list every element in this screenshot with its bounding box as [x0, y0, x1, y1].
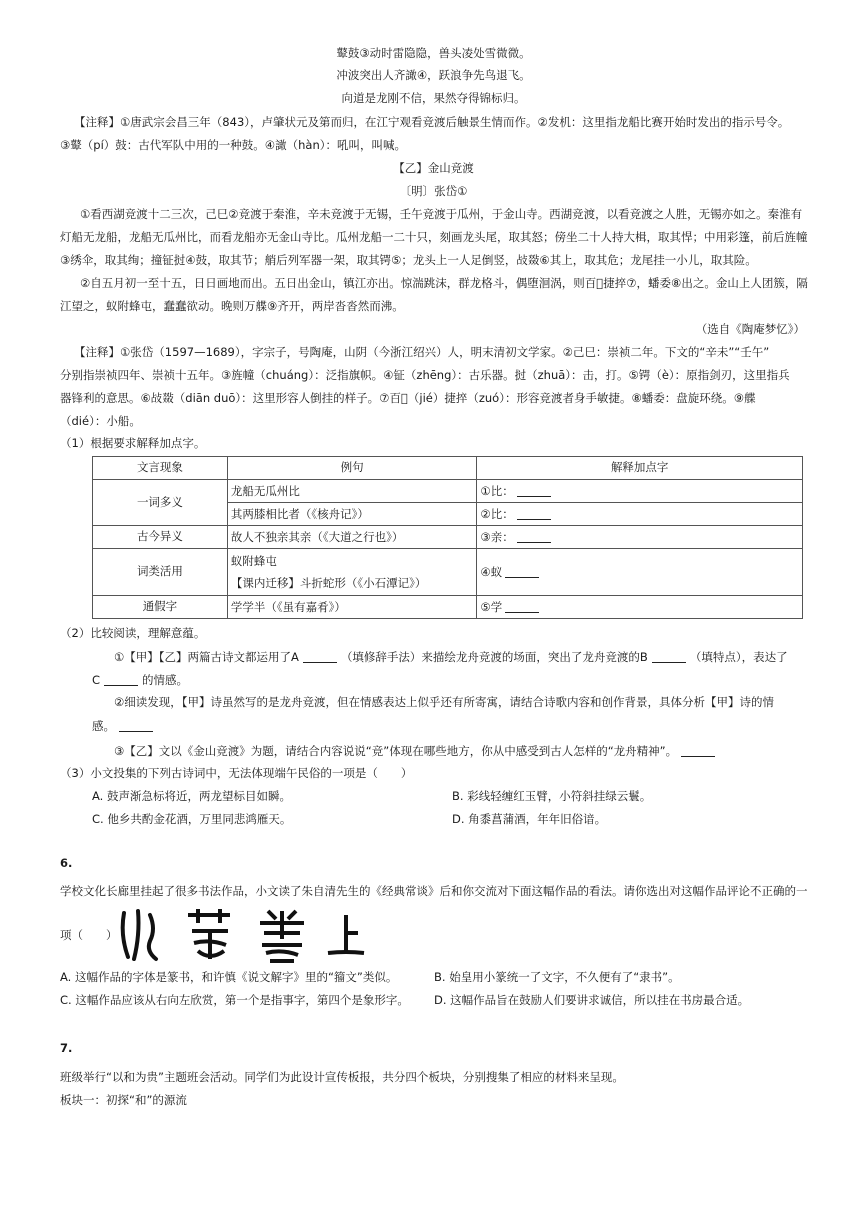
yi-title: 【乙】金山竞渡 — [393, 161, 474, 175]
q7-section-title: 板块一：初探“和”的源流 — [60, 1093, 187, 1107]
answer-blank[interactable] — [517, 508, 551, 520]
answer-blank[interactable] — [505, 601, 539, 613]
poem-line-2: 冲波突出人齐譀④，跃浪争先鸟退飞。 — [336, 68, 531, 82]
table-row — [93, 549, 803, 596]
q1-table — [92, 456, 803, 619]
poem-line-1: 鼙鼓③动时雷隐隐，兽头凌处雪微微。 — [336, 46, 531, 60]
q3-option-b[interactable]: B. 彩线轻缠红玉臂，小符斜挂绿云鬟。 — [452, 789, 652, 803]
q6-number: 6. — [60, 856, 73, 870]
q2-prompt: （2）比较阅读，理解意蕴。 — [60, 626, 206, 640]
answer-label: ④蚁 — [480, 565, 503, 579]
answer-blank[interactable] — [517, 531, 551, 543]
answer-label: ③亲： — [480, 530, 514, 544]
q2-sub1 — [114, 651, 788, 664]
yi-p2-line-2: 江望之，蚁附蜂屯，蠢蠢欲动。晚则万艓⑨齐开，两岸沓沓然而沸。 — [60, 299, 404, 313]
yi-source: （选自《陶庵梦忆》） — [695, 322, 805, 336]
q2-sub1-part-a: ①【甲】【乙】两篇古诗文都运用了A — [114, 650, 299, 664]
q6-option-a[interactable]: A. 这幅作品的字体是篆书，和许慎《说文解字》里的“籀文”类似。 — [60, 970, 398, 984]
q2-sub3-text: ③【乙】文以《金山竞渡》为题，请结合内容说说“竞”体现在哪些地方，你从中感受到古人怎样的“龙舟精神”。 — [114, 744, 678, 758]
q3-prompt: （3）小文投集的下列古诗词中，无法体现端午民俗的一项是（ ） — [60, 766, 413, 780]
example-text: 龙船无瓜州比 — [230, 484, 300, 498]
answer-blank[interactable] — [681, 745, 715, 757]
q3-option-a[interactable]: A. 鼓声渐急标将近，两龙望标目如瞬。 — [92, 789, 291, 803]
note-yi-line-1: 【注释】①张岱（1597—1689），字宗子，号陶庵，山阴（今浙江绍兴）人，明末清初文学家。②己巳：崇祯二年。下文的“辛未”“壬午” — [74, 345, 770, 359]
table-header: 例句 — [227, 457, 477, 480]
calligraphy-char-4 — [324, 905, 368, 963]
answer-blank[interactable] — [505, 566, 539, 578]
calligraphy-char-1 — [116, 905, 164, 963]
q2-sub2: ②细读发现，【甲】诗虽然写的是龙舟竞渡，但在情感表达上似乎还有所寄寓，请结合诗歌内容和创作背景，具体分析【甲】诗的情 — [114, 695, 775, 709]
q1-prompt: （1）根据要求解释加点字。 — [60, 436, 206, 450]
q6-option-b[interactable]: B. 始皇用小篆统一了文字，不久便有了“隶书”。 — [434, 970, 680, 984]
q2-sub1-cont — [92, 674, 188, 687]
note-jia-line-1: 【注释】①唐武宗会昌三年（843），卢肇状元及第而归，在江宁观看竞渡后触景生情而作。②发机：这里指龙船比赛开始时发出的指示号令。 — [74, 115, 790, 129]
q2-sub3 — [114, 745, 719, 758]
example-text: 学学半（《虽有嘉肴》） — [230, 600, 346, 614]
q2-sub2-part-b: 感。 — [92, 719, 115, 733]
table-header: 文言现象 — [93, 457, 228, 480]
phenomenon-cell: 通假字 — [93, 596, 228, 619]
example-text: 其两膝相比者（《核舟记》） — [228, 502, 477, 525]
q2-sub1-part-c: （填特点），表达了 — [689, 650, 788, 664]
answer-blank-c[interactable] — [104, 674, 138, 686]
example-text: 蚁附蜂屯 — [230, 554, 277, 568]
yi-p1-line-2: 灯船无龙船，龙船无瓜州比，而看龙船亦无金山寺比。瓜州龙船一二十只，刻画龙头尾，取其怒；傍坐二十人持大楫，取其悍；中用彩篷，前后旌幢 — [60, 230, 808, 244]
q6-option-c[interactable]: C. 这幅作品应该从右向左欣赏，第一个是指事字，第四个是象形字。 — [60, 993, 409, 1007]
phenomenon-cell: 一词多义 — [93, 480, 228, 526]
example-text: 故人不独亲其亲（《大道之行也》） — [230, 530, 404, 544]
yi-p2-line-1: ②自五月初一至十五，日日画地而出。五日出金山，镇江亦出。惊湍跳沫，群龙格斗，偶堕洄涡，则百𫌼捷捽⑦，蟠委⑧出之。金山上人团簇，隔 — [80, 276, 808, 290]
table-row — [93, 526, 803, 549]
q7-number: 7. — [60, 1041, 73, 1055]
note-yi-line-2: 分别指崇祯四年、崇祯十五年。③旌幢（chuáng）：泛指旗帜。④钲（zhēng）：古乐器。挝（zhuā）：击，打。⑤锷（è）：原指剑刃，这里指兵 — [60, 368, 790, 382]
calligraphy-char-2 — [182, 905, 238, 963]
example-text: 【课内迁移】斗折蛇形（《小石潭记》） — [230, 576, 427, 590]
note-yi-line-3: 器锋利的意思。⑥敁敠（diān duō）：这里形容人倒挂的样子。⑦百𫌼（jié）捷捽（zuó）：形容竞渡者身手敏捷。⑧蟠委：盘旋环绕。⑨艓 — [60, 391, 756, 405]
note-yi-line-4: （dié）：小船。 — [60, 414, 141, 428]
q3-option-d[interactable]: D. 角黍菖蒲酒，年年旧俗谙。 — [452, 812, 607, 826]
yi-p1-line-1: ①看西湖竞渡十二三次，己巳②竞渡于秦淮，辛未竞渡于无锡，壬午竞渡于瓜州，于金山寺。西湖竞渡，以看竞渡之人胜，无锡亦如之。秦淮有 — [80, 207, 803, 221]
answer-label: ②比： — [480, 507, 514, 521]
table-row — [93, 596, 803, 619]
answer-label: ①比： — [480, 484, 514, 498]
calligraphy-char-3 — [254, 905, 310, 963]
answer-blank-b[interactable] — [652, 651, 686, 663]
answer-blank-a[interactable] — [303, 651, 337, 663]
q2-sub2-cont — [92, 720, 157, 733]
q6-stem-cont: 项（ ） — [60, 928, 118, 942]
q2-sub1-part-b: （填修辞手法）来描绘龙舟竞渡的场面，突出了龙舟竞渡的B — [340, 650, 648, 664]
q3-option-c[interactable]: C. 他乡共酌金花酒，万里同悲鸿雁天。 — [92, 812, 292, 826]
table-header: 解释加点字 — [477, 457, 803, 480]
q6-stem: 学校文化长廊里挂起了很多书法作品，小文读了朱自清先生的《经典常谈》后和你交流对下面这幅作品的看法。请你选出对这幅作品评论不正确的一 — [60, 884, 808, 898]
q2-sub1-part-d: C — [92, 673, 101, 687]
yi-p1-line-3: ③绣伞，取其绚；撞钲挝④鼓，取其节；艄后列军器一架，取其锷⑤；龙头上一人足倒竖，敁敠⑥其上，取其危；龙尾挂一小儿，取其险。 — [60, 253, 757, 267]
answer-blank[interactable] — [119, 720, 153, 732]
q6-option-d[interactable]: D. 这幅作品旨在鼓励人们要讲求诚信，所以挂在书房最合适。 — [434, 993, 750, 1007]
q2-sub1-part-e: 的情感。 — [142, 673, 189, 687]
yi-author: 〔明〕张岱① — [399, 184, 468, 198]
note-jia-line-2: ③鼙（pí）鼓：古代军队中用的一种鼓。④譀（hàn）：吼叫，叫喊。 — [60, 138, 406, 152]
answer-label: ⑤学 — [480, 600, 503, 614]
phenomenon-cell: 古今异义 — [93, 526, 228, 549]
poem-line-3: 向道是龙刚不信，果然夺得锦标归。 — [341, 91, 526, 105]
table-header-row — [93, 457, 803, 480]
table-row — [93, 480, 803, 526]
q7-stem: 班级举行“以和为贵”主题班会活动。同学们为此设计宣传板报，共分四个板块，分别搜集了相应的材料来呈现。 — [60, 1070, 624, 1084]
answer-blank[interactable] — [517, 485, 551, 497]
phenomenon-cell: 词类活用 — [93, 549, 228, 596]
